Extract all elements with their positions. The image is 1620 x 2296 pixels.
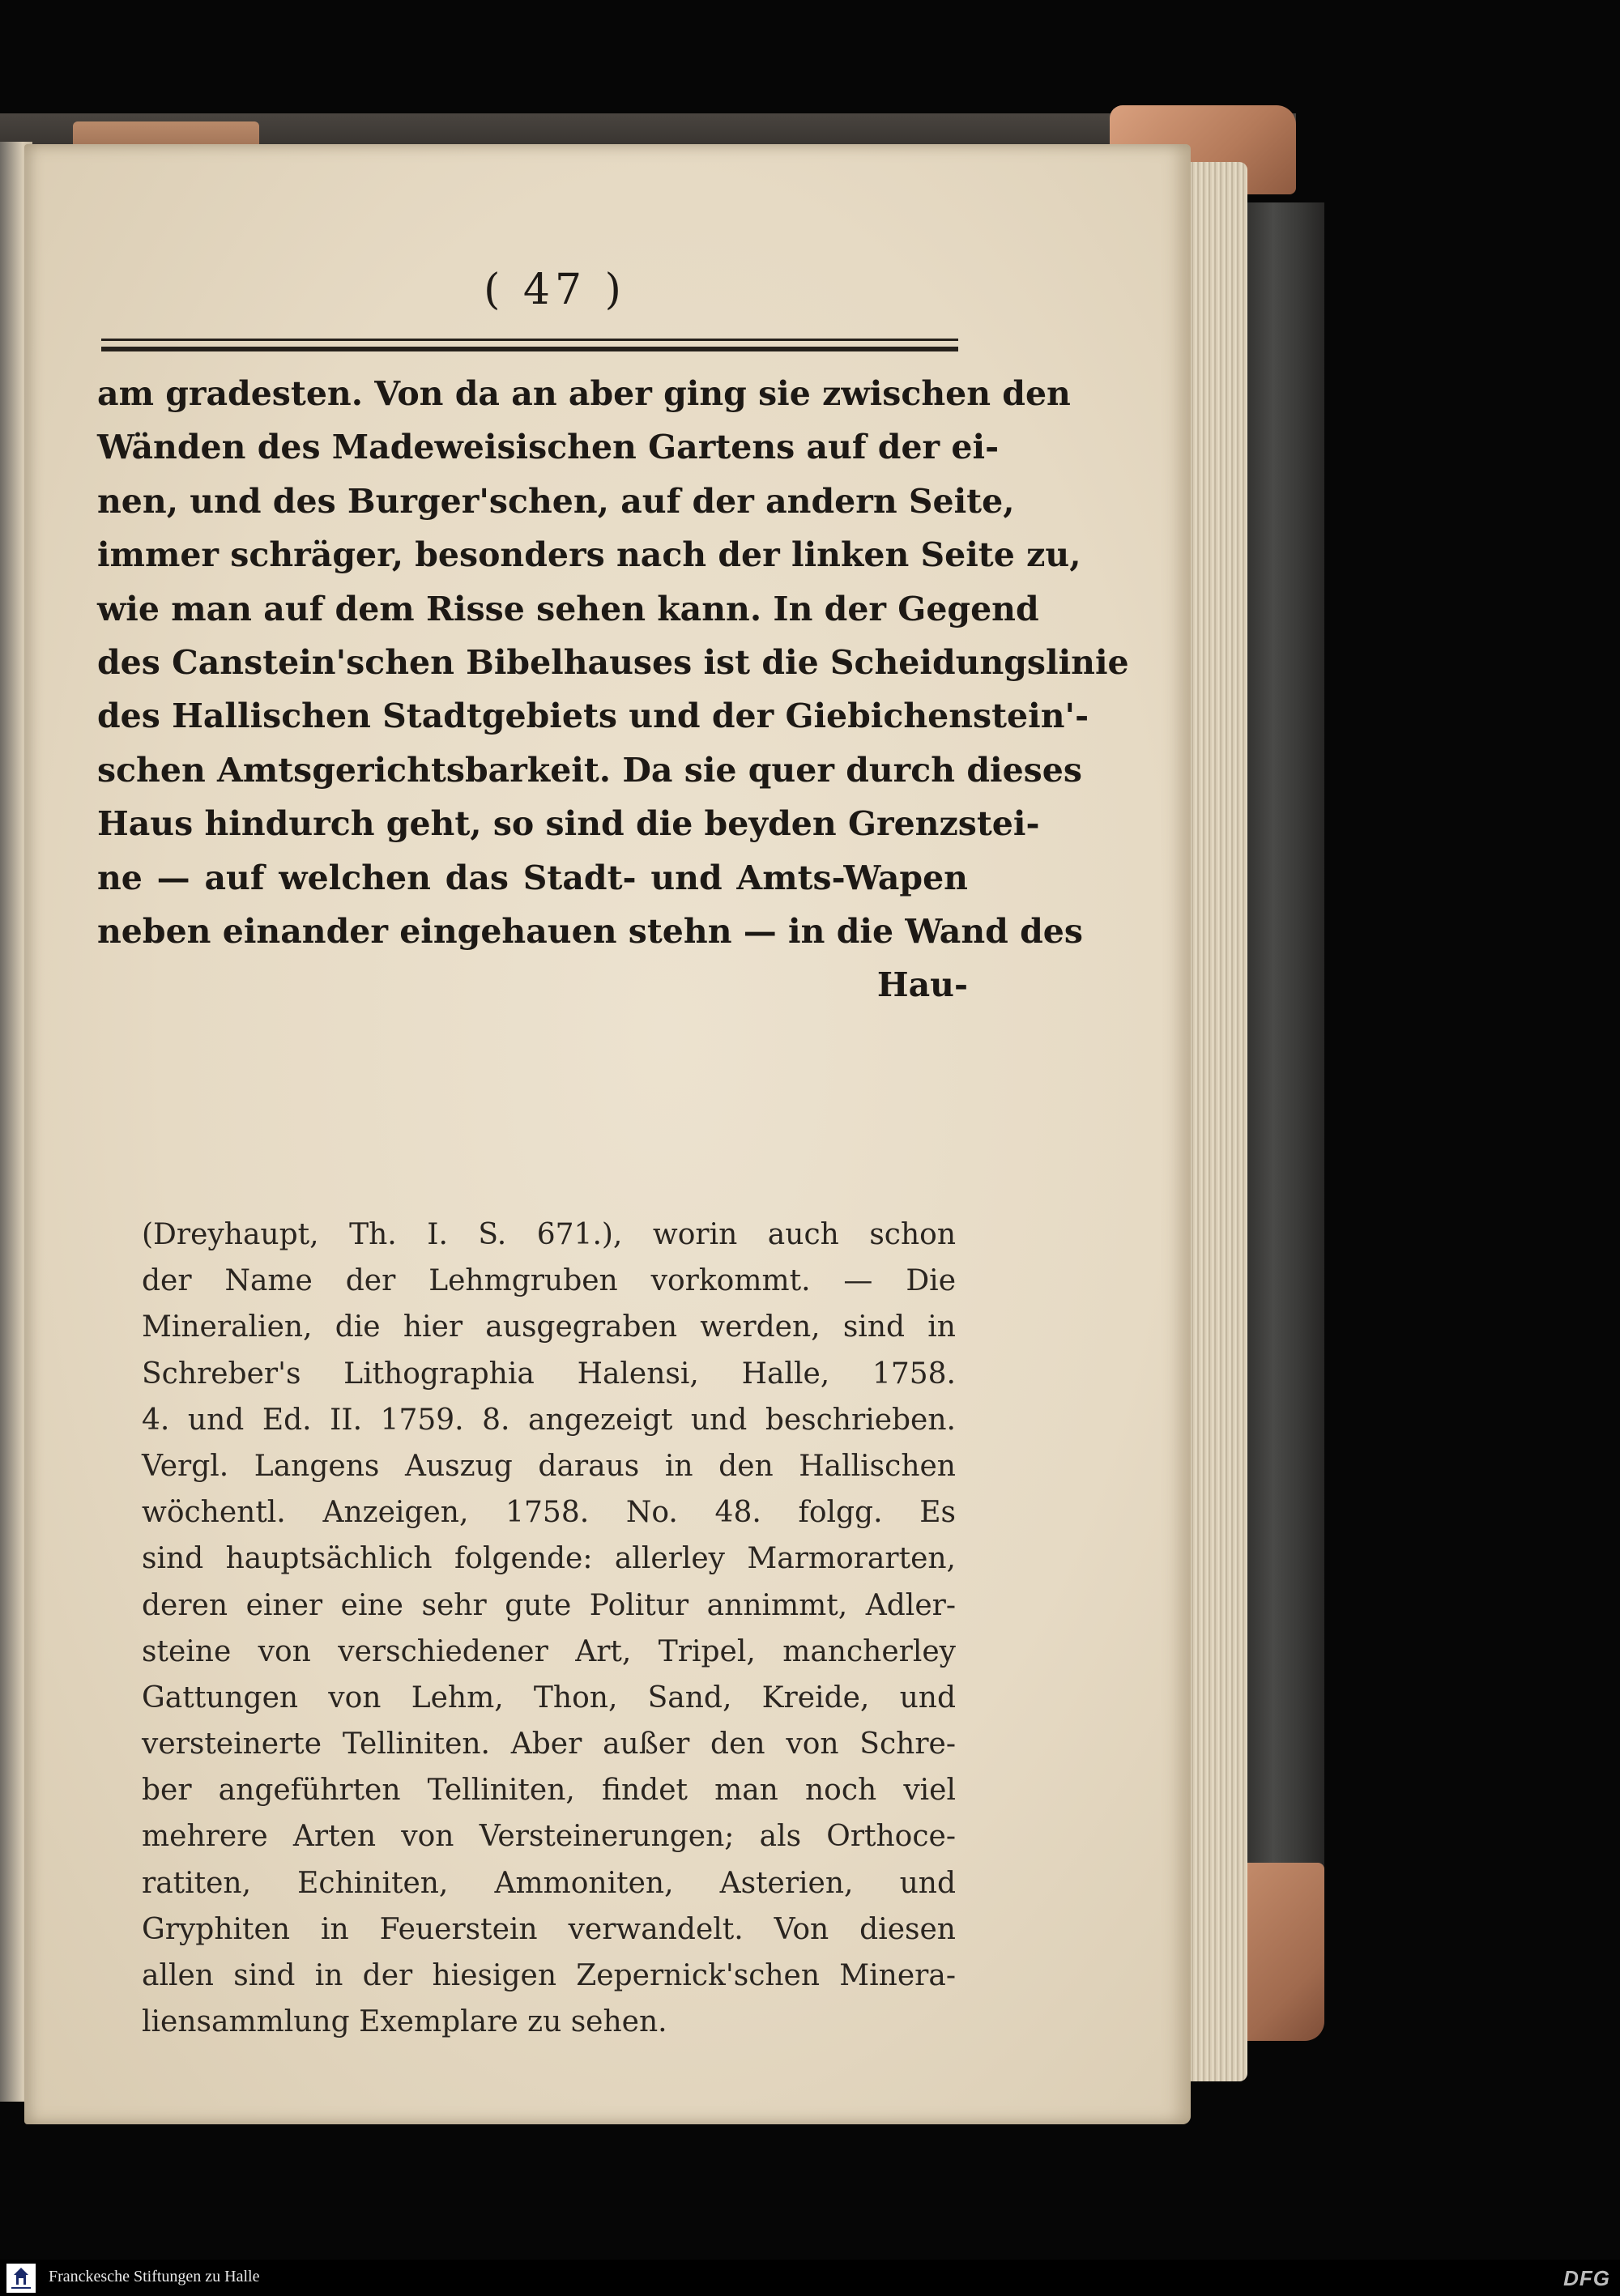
footnote-line: wöchentl. Anzeigen, 1758. No. 48. folgg. Es	[142, 1496, 956, 1530]
footnote-line: der Name der Lehmgruben vorkommt. — Die	[142, 1264, 956, 1298]
footnote-line: 4. und Ed. II. 1759. 8. angezeigt und beschrieben.	[142, 1403, 956, 1437]
institution-name[interactable]: Franckesche Stiftungen zu Halle	[49, 2268, 260, 2285]
footnote-line: allen sind in der hiesigen Zepernick'schen Minera-	[142, 1959, 956, 1992]
main-text-line: immer schräger, besonders nach der linken Seite zu,	[97, 535, 1081, 575]
main-text-line: Haus hindurch geht, so sind die beyden Grenzstei-	[97, 804, 1040, 844]
main-text-line: nen, und des Burger'schen, auf der andern Seite,	[97, 481, 1015, 521]
footnote-line: Gryphiten in Feuerstein verwandelt. Von diesen	[142, 1912, 956, 1946]
footnote-line: ber angeführten Telliniten, findet man noch viel	[142, 1774, 956, 1808]
footnote-line: steine von verschiedener Art, Tripel, mancherley	[142, 1634, 956, 1668]
header-rule	[101, 339, 958, 341]
footnote-line: mehrere Arten von Versteinerungen; als Orthoce-	[142, 1820, 956, 1854]
footnote-line: versteinerte Telliniten. Aber außer den von Schre-	[142, 1727, 956, 1761]
main-text-line: Wänden des Madeweisischen Gartens auf der ei-	[97, 428, 1000, 467]
footnote-line: Gattungen von Lehm, Thon, Sand, Kreide, und	[142, 1680, 956, 1715]
footnote-block	[142, 1212, 956, 2045]
header-rule-thick	[101, 347, 958, 351]
main-text-line: schen Amtsgerichtsbarkeit. Da sie quer durch dieses	[97, 750, 1082, 790]
franckesche-stiftungen-logo-icon[interactable]	[6, 2264, 36, 2293]
footnote-line: Vergl. Langens Auszug daraus in den Hallischen	[142, 1449, 956, 1483]
footnote-line: Mineralien, die hier ausgegraben werden, sind in	[142, 1310, 956, 1344]
footnote-line: ratiten, Echiniten, Ammoniten, Asterien, und	[142, 1866, 956, 1900]
page-number: ( 47 )	[484, 266, 626, 314]
main-text-line: des Hallischen Stadtgebiets und der Giebichenstein'-	[97, 696, 1089, 736]
footnote-line: Schreber's Lithographia Halensi, Halle, 1758.	[142, 1357, 956, 1391]
page-stack-edge	[1183, 162, 1247, 2081]
dfg-logo[interactable]: DFG	[1563, 2266, 1610, 2290]
main-text-line: wie man auf dem Risse sehen kann. In der Gegend	[97, 589, 1039, 628]
footnote-line: sind hauptsächlich folgende: allerley Marmorarten,	[142, 1542, 956, 1576]
main-text-line: des Canstein'schen Bibelhauses ist die Scheidungslinie	[97, 642, 1129, 682]
footnote-line: liensammlung Exemplare zu sehen.	[142, 2005, 667, 2039]
main-text-block	[97, 367, 1129, 1012]
footnote-line: deren einer eine sehr gute Politur annimmt, Adler-	[142, 1588, 956, 1622]
main-text-line: ne — auf welchen das Stadt- und Amts-Wapen	[97, 858, 968, 897]
catchword: Hau-	[876, 965, 968, 1005]
main-text-line: am gradesten. Von da an aber ging sie zwischen den	[97, 374, 1071, 413]
main-text-line: neben einander eingehauen stehn — in die Wand des	[97, 911, 1083, 951]
footnote-line: (Dreyhaupt, Th. I. S. 671.), worin auch schon	[142, 1218, 956, 1251]
book-page	[24, 144, 1191, 2124]
book-cover-right-edge	[1239, 202, 1324, 1919]
